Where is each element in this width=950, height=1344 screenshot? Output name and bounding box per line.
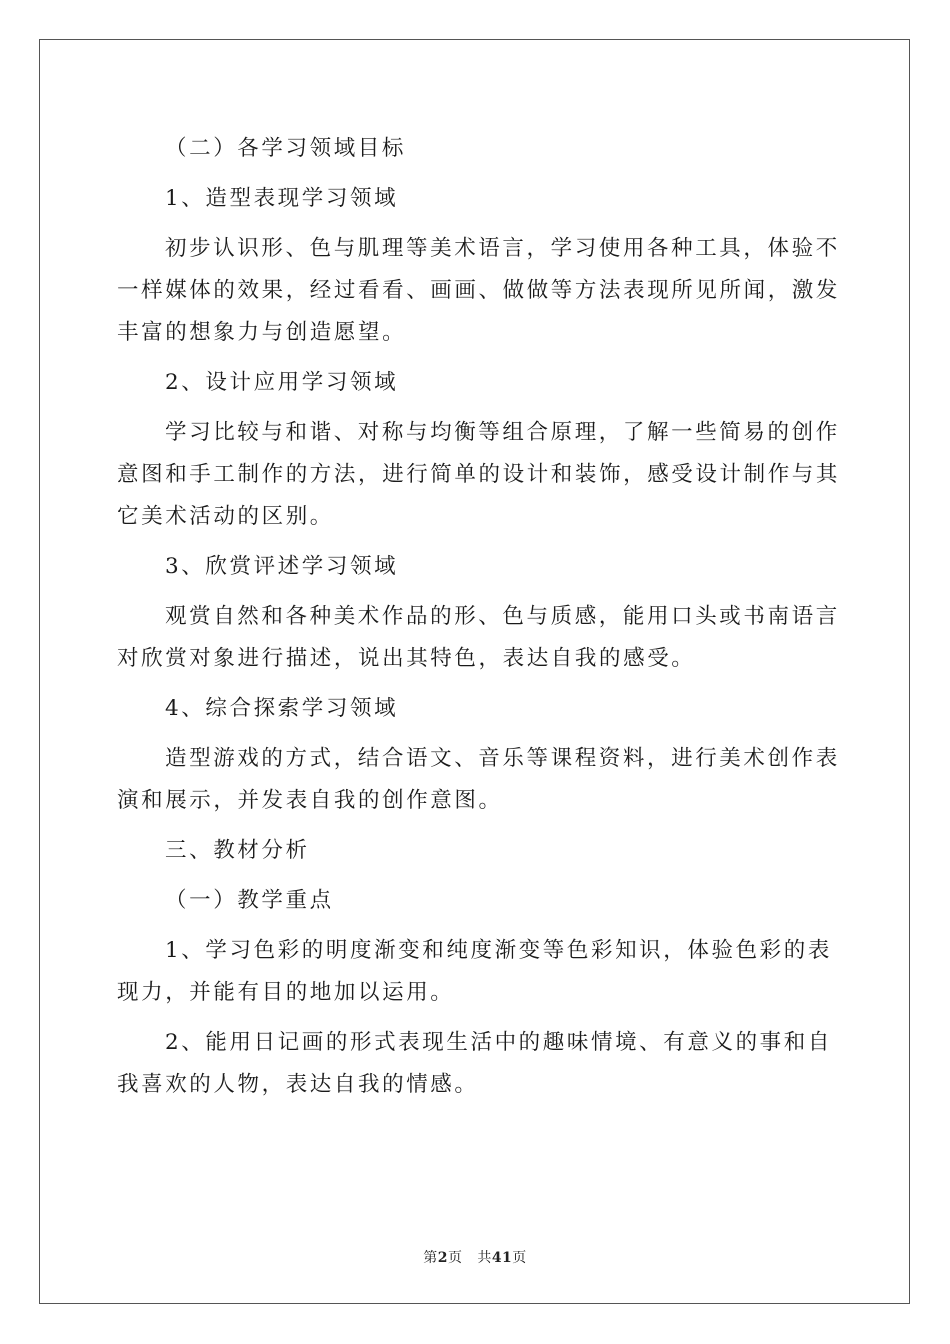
- footer-total-suffix: 页: [512, 1250, 527, 1266]
- paragraph-line: 造型游戏的方式，结合语文、音乐等课程资料，进行美术创作表: [165, 746, 840, 771]
- paragraph-line: 对欣赏对象进行描述，说出其特色，表达自我的感受。: [117, 646, 696, 671]
- paragraph-line: 一样媒体的效果，经过看看、画画、做做等方法表现所见所闻，激发: [117, 278, 841, 303]
- footer-prefix: 第: [423, 1250, 438, 1266]
- subsection-heading: 1、造型表现学习领域: [165, 186, 399, 211]
- subsection-heading: 3、欣赏评述学习领域: [165, 554, 399, 579]
- paragraph-exploration: [117, 738, 840, 822]
- heading-design: [117, 362, 833, 404]
- heading-key-points: [117, 880, 833, 922]
- paragraph-line: 1、学习色彩的明度渐变和纯度渐变等色彩知识，体验色彩的表: [165, 938, 832, 963]
- footer-page-suffix: 页: [447, 1250, 463, 1266]
- paragraph-design: [117, 412, 841, 538]
- section-heading: （一）教学重点: [165, 888, 334, 913]
- total-page-count: 41: [491, 1250, 513, 1266]
- heading-exploration: [117, 688, 833, 730]
- paragraph-line: 现力，并能有目的地加以运用。: [117, 980, 455, 1005]
- heading-textbook-analysis: [117, 830, 833, 872]
- document-body: [117, 128, 841, 1106]
- paragraph-key-point-2: [117, 1022, 833, 1106]
- paragraph-key-point-1: [117, 930, 833, 1014]
- paragraph-line: 初步认识形、色与肌理等美术语言，学习使用各种工具，体验不: [165, 236, 840, 261]
- footer-total-prefix: 共: [477, 1250, 492, 1266]
- subsection-heading: 2、设计应用学习领域: [165, 370, 399, 395]
- page-footer: [0, 1247, 950, 1267]
- paragraph-line: 丰富的想象力与创造愿望。: [117, 320, 407, 345]
- paragraph-line: 观赏自然和各种美术作品的形、色与质感，能用口头或书南语言: [165, 604, 840, 629]
- current-page-number: 2: [437, 1250, 448, 1266]
- subsection-heading: 4、综合探索学习领域: [165, 696, 399, 721]
- heading-appreciation: [117, 546, 833, 588]
- heading-objectives: [117, 128, 833, 170]
- section-heading: 三、教材分析: [165, 838, 310, 863]
- paragraph-line: 学习比较与和谐、对称与均衡等组合原理，了解一些简易的创作: [165, 420, 840, 445]
- paragraph-line: 它美术活动的区别。: [117, 504, 334, 529]
- paragraph-line: 我喜欢的人物，表达自我的情感。: [117, 1072, 479, 1097]
- paragraph-modeling: [117, 228, 841, 354]
- section-heading: （二）各学习领域目标: [165, 136, 407, 161]
- paragraph-line: 意图和手工制作的方法，进行简单的设计和装饰，感受设计制作与其: [117, 462, 841, 487]
- paragraph-appreciation: [117, 596, 840, 680]
- paragraph-line: 2、能用日记画的形式表现生活中的趣味情境、有意义的事和自: [165, 1030, 832, 1055]
- paragraph-line: 演和展示，并发表自我的创作意图。: [117, 788, 503, 813]
- heading-modeling: [117, 178, 833, 220]
